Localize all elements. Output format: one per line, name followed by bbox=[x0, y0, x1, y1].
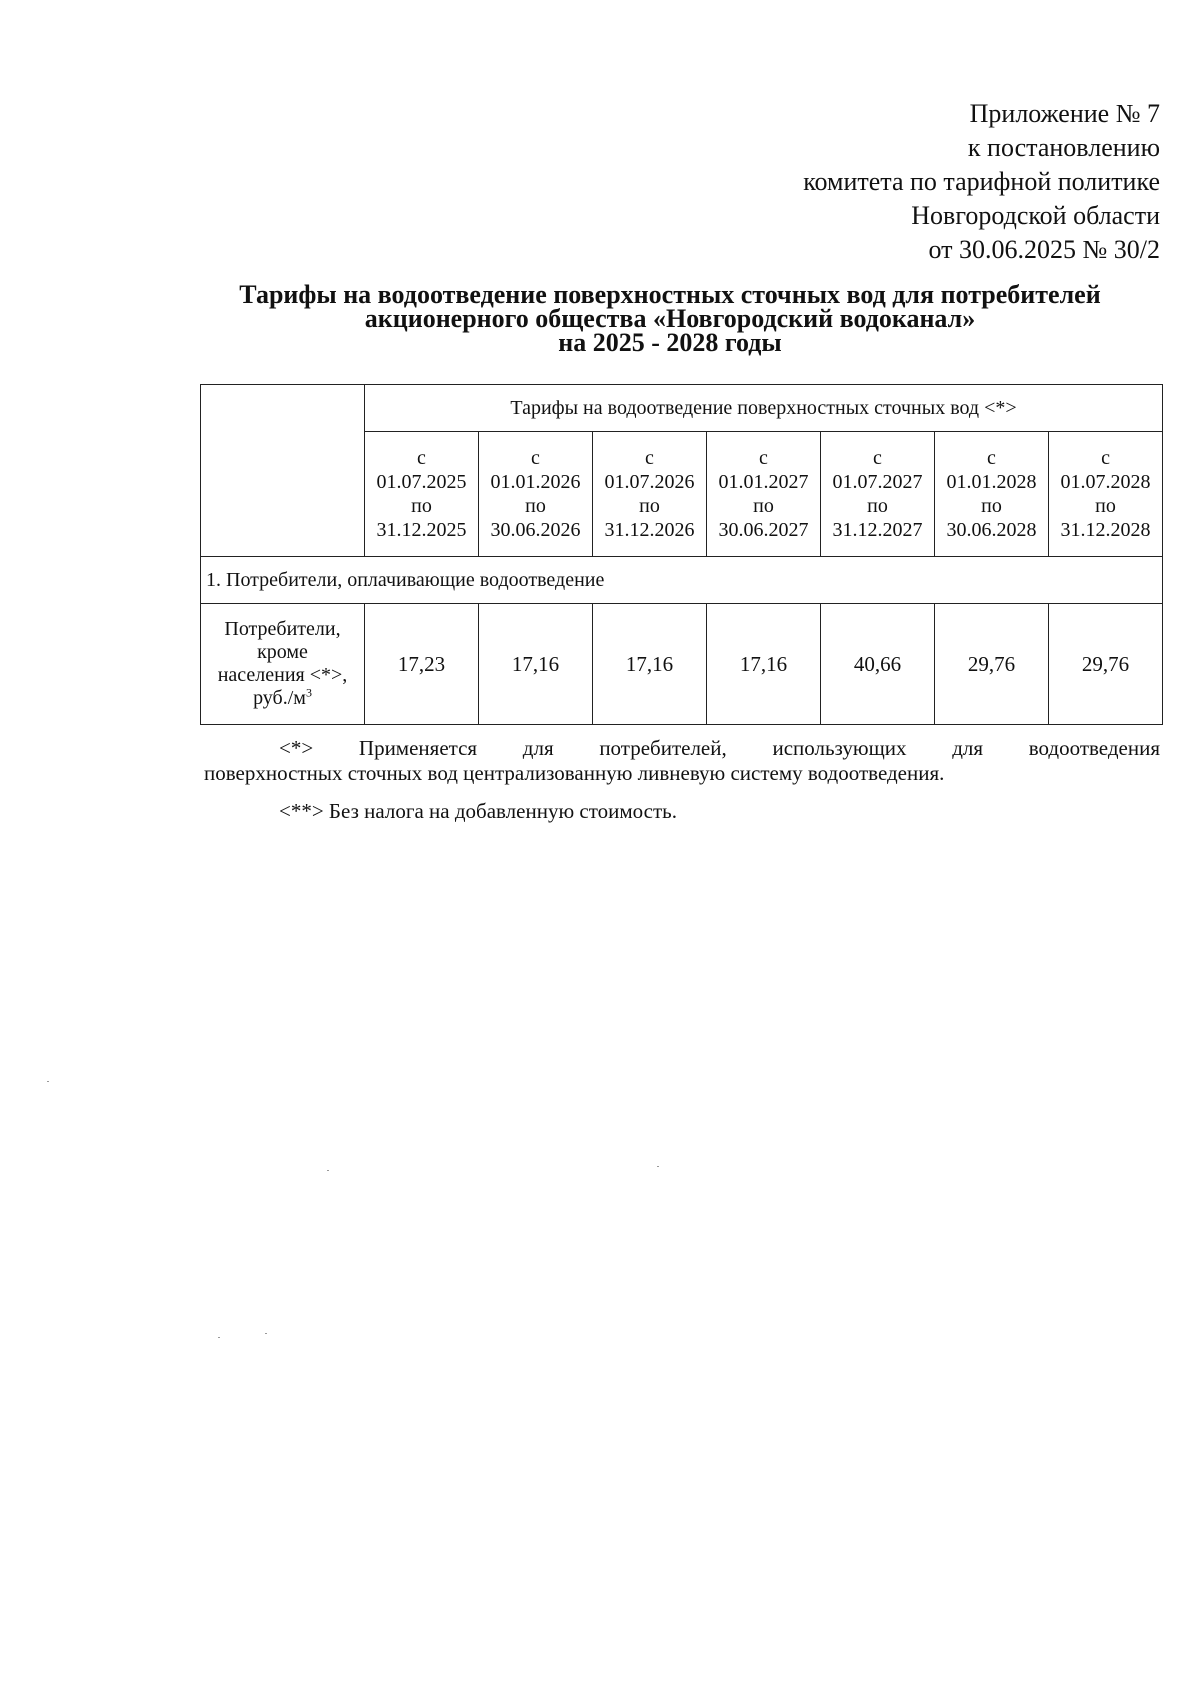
scan-speck bbox=[218, 1337, 220, 1338]
period-to-date: 31.12.2027 bbox=[832, 519, 923, 541]
unit-superscript: 3 bbox=[305, 685, 312, 700]
tariff-value-cell: 40,66 bbox=[821, 604, 935, 725]
appendix-line: к постановлению bbox=[967, 133, 1160, 162]
table-row bbox=[201, 604, 1163, 725]
period-from-word: с bbox=[759, 447, 768, 469]
period-header-cell bbox=[365, 432, 479, 557]
unit-text: руб./м bbox=[253, 687, 306, 709]
period-from-word: с bbox=[417, 447, 426, 469]
scan-speck bbox=[265, 1333, 267, 1334]
row-label-line: населения <*>, bbox=[217, 664, 348, 686]
period-to-word: по bbox=[1095, 495, 1116, 517]
footnote-double-asterisk: <**> Без налога на добавленную стоимость. bbox=[279, 799, 677, 823]
tariff-value-cell: 17,16 bbox=[593, 604, 707, 725]
period-header-cell bbox=[935, 432, 1049, 557]
period-header-cell bbox=[1049, 432, 1163, 557]
period-header-cell bbox=[821, 432, 935, 557]
tariff-value-cell: 17,16 bbox=[707, 604, 821, 725]
period-from-date: 01.01.2028 bbox=[946, 471, 1037, 493]
row-label-line: кроме bbox=[257, 641, 308, 663]
scan-speck bbox=[47, 1081, 49, 1082]
tariff-value-cell: 29,76 bbox=[935, 604, 1049, 725]
period-to-date: 30.06.2026 bbox=[490, 519, 581, 541]
title-line: акционерного общества «Новгородский водоканал» bbox=[364, 304, 976, 333]
title-line: на 2025 - 2028 годы bbox=[558, 328, 782, 357]
period-to-word: по bbox=[981, 495, 1002, 517]
period-to-date: 31.12.2028 bbox=[1060, 519, 1151, 541]
scan-speck bbox=[327, 1170, 329, 1171]
footnote-line: поверхностных сточных вод централизованную ливневую систему водоотведения. bbox=[204, 761, 945, 785]
tariff-table bbox=[200, 384, 1163, 725]
period-from-word: с bbox=[645, 447, 654, 469]
period-header-cell bbox=[707, 432, 821, 557]
table-header-row bbox=[201, 385, 1163, 432]
period-to-word: по bbox=[411, 495, 432, 517]
period-from-date: 01.07.2028 bbox=[1060, 471, 1151, 493]
empty-corner-cell bbox=[201, 385, 365, 557]
period-from-word: с bbox=[987, 447, 996, 469]
appendix-line: комитета по тарифной политике bbox=[803, 167, 1160, 196]
row-label-cell bbox=[201, 604, 365, 725]
period-header-cell bbox=[479, 432, 593, 557]
period-from-date: 01.01.2026 bbox=[490, 471, 581, 493]
period-from-word: с bbox=[873, 447, 882, 469]
title-line: Тарифы на водоотведение поверхностных сточных вод для потребителей bbox=[239, 280, 1101, 309]
period-from-date: 01.07.2026 bbox=[604, 471, 695, 493]
appendix-line: от 30.06.2025 № 30/2 bbox=[928, 235, 1160, 264]
period-to-word: по bbox=[525, 495, 546, 517]
tariff-value-cell: 17,16 bbox=[479, 604, 593, 725]
period-from-date: 01.01.2027 bbox=[718, 471, 809, 493]
row-label-line: Потребители, bbox=[224, 618, 341, 640]
period-to-date: 31.12.2025 bbox=[376, 519, 467, 541]
group-header-cell: Тарифы на водоотведение поверхностных сточных вод <*> bbox=[365, 385, 1163, 432]
period-from-word: с bbox=[531, 447, 540, 469]
period-from-date: 01.07.2025 bbox=[376, 471, 467, 493]
period-to-word: по bbox=[639, 495, 660, 517]
period-to-date: 31.12.2026 bbox=[604, 519, 695, 541]
footnote-single-asterisk bbox=[204, 736, 1160, 786]
appendix-line: Приложение № 7 bbox=[969, 99, 1160, 128]
period-to-word: по bbox=[867, 495, 888, 517]
scan-speck bbox=[657, 1166, 659, 1167]
tariff-value-cell: 29,76 bbox=[1049, 604, 1163, 725]
footnote-line: <*> Применяется для потребителей, использующих для водоотведения bbox=[279, 736, 1160, 760]
tariff-value-cell: 17,23 bbox=[365, 604, 479, 725]
period-from-date: 01.07.2027 bbox=[832, 471, 923, 493]
document-title bbox=[180, 280, 1160, 357]
period-from-word: с bbox=[1101, 447, 1110, 469]
table-section-row bbox=[201, 557, 1163, 604]
period-to-date: 30.06.2027 bbox=[718, 519, 809, 541]
section-title-cell: 1. Потребители, оплачивающие водоотведение bbox=[201, 557, 1163, 604]
appendix-line: Новгородской области bbox=[911, 201, 1160, 230]
period-to-date: 30.06.2028 bbox=[946, 519, 1037, 541]
period-to-word: по bbox=[753, 495, 774, 517]
appendix-header bbox=[803, 97, 1160, 267]
row-label-unit bbox=[203, 687, 362, 710]
period-header-cell bbox=[593, 432, 707, 557]
